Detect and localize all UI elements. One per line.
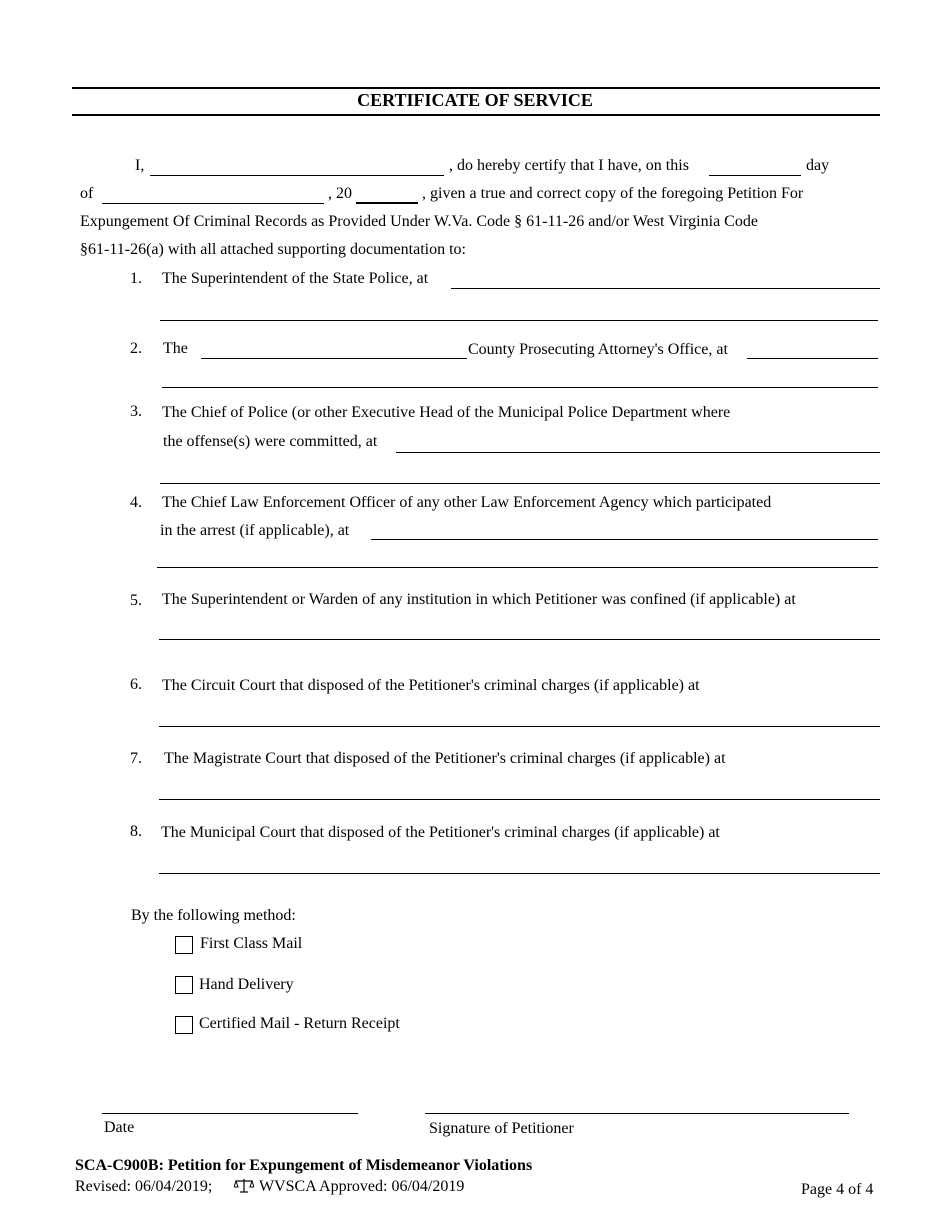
day-field[interactable] — [709, 175, 801, 176]
item-7-address-field[interactable] — [159, 799, 880, 800]
item-6-number: 6. — [130, 676, 142, 693]
item-8-address-field[interactable] — [159, 873, 880, 874]
item-5-number: 5. — [130, 592, 142, 609]
certified-mail-label: Certified Mail - Return Receipt — [199, 1015, 400, 1032]
month-field[interactable] — [102, 203, 324, 204]
certified-mail-checkbox[interactable] — [175, 1016, 193, 1034]
item-1-address-field[interactable] — [451, 288, 880, 289]
intro-line4: §61-11-26(a) with all attached supporting documentation to: — [80, 241, 466, 258]
item-7-number: 7. — [130, 750, 142, 767]
item-3-address-field[interactable] — [396, 452, 880, 453]
item-2-number: 2. — [130, 340, 142, 357]
first-class-mail-checkbox[interactable] — [175, 936, 193, 954]
item-5-text: The Superintendent or Warden of any institution in which Petitioner was confined (if applicable) at — [162, 591, 796, 608]
item-4-address-field-2[interactable] — [157, 567, 878, 568]
item-8-number: 8. — [130, 823, 142, 840]
date-label: Date — [104, 1119, 135, 1136]
intro-certify: , do hereby certify that I have, on this — [449, 157, 689, 174]
intro-i: I, — [135, 157, 145, 174]
intro-twenty: , 20 — [328, 185, 352, 202]
item-6-text: The Circuit Court that disposed of the Petitioner's criminal charges (if applicable) at — [162, 677, 700, 694]
date-field[interactable] — [102, 1113, 358, 1114]
form-title: SCA-C900B: Petition for Expungement of Misdemeanor Violations — [75, 1157, 533, 1174]
item-3-address-field-2[interactable] — [160, 483, 880, 484]
item-6-address-field[interactable] — [159, 726, 880, 727]
revised-date: Revised: 06/04/2019; — [75, 1178, 213, 1195]
item-1-number: 1. — [130, 270, 142, 287]
item-8-text: The Municipal Court that disposed of the Petitioner's criminal charges (if applicable) at — [161, 824, 720, 841]
intro-day: day — [806, 157, 830, 174]
intro-given: , given a true and correct copy of the foregoing Petition For — [422, 185, 804, 202]
item-5-address-field[interactable] — [159, 639, 880, 640]
item-3-text-a: The Chief of Police (or other Executive Head of the Municipal Police Department where — [162, 404, 731, 421]
year-field[interactable] — [356, 202, 418, 204]
scales-icon — [234, 1177, 254, 1198]
item-2-text-b: County Prosecuting Attorney's Office, at — [468, 341, 728, 358]
item-2-address-field-2[interactable] — [162, 387, 878, 388]
item-3-text-b: the offense(s) were committed, at — [163, 433, 378, 450]
item-2-county-field[interactable] — [201, 358, 467, 359]
item-1-text: The Superintendent of the State Police, at — [162, 270, 429, 287]
item-3-number: 3. — [130, 403, 142, 420]
item-4-text-b: in the arrest (if applicable), at — [160, 522, 350, 539]
hand-delivery-label: Hand Delivery — [199, 976, 294, 993]
signature-field[interactable] — [425, 1113, 849, 1114]
first-class-mail-label: First Class Mail — [200, 935, 303, 952]
approved-date: WVSCA Approved: 06/04/2019 — [259, 1178, 465, 1195]
item-4-text-a: The Chief Law Enforcement Officer of any other Law Enforcement Agency which participated — [162, 494, 772, 511]
header-top-rule — [72, 87, 880, 89]
item-2-text-a: The — [163, 340, 188, 357]
page-title: CERTIFICATE OF SERVICE — [357, 90, 593, 110]
header-bottom-rule — [72, 114, 880, 116]
intro-of: of — [80, 185, 94, 202]
item-4-address-field[interactable] — [371, 539, 878, 540]
item-2-address-field[interactable] — [747, 358, 878, 359]
item-7-text: The Magistrate Court that disposed of the Petitioner's criminal charges (if applicable) at — [164, 750, 726, 767]
page-number: Page 4 of 4 — [801, 1181, 874, 1198]
hand-delivery-checkbox[interactable] — [175, 976, 193, 994]
item-1-address-field-2[interactable] — [160, 320, 878, 321]
petitioner-name-field[interactable] — [150, 175, 444, 176]
item-4-number: 4. — [130, 494, 142, 511]
intro-line3: Expungement Of Criminal Records as Provided Under W.Va. Code § 61-11-26 and/or West Virginia Code — [80, 213, 758, 230]
signature-label: Signature of Petitioner — [429, 1120, 574, 1137]
method-label: By the following method: — [131, 907, 296, 924]
